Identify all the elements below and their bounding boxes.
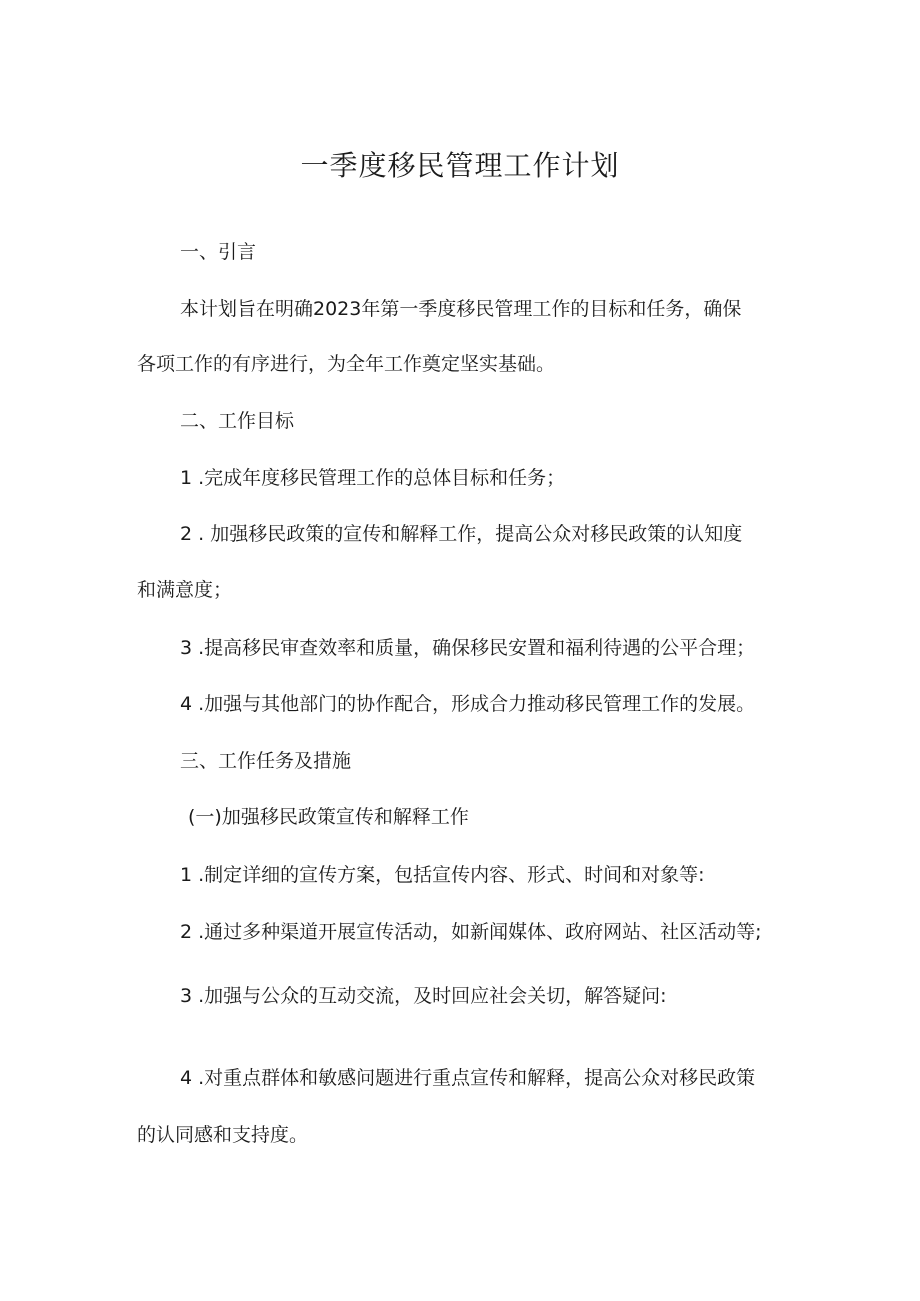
list-item: 1 .制定详细的宣传方案，包括宣传内容、形式、时间和对象等:	[180, 864, 705, 886]
list-item-continuation: 和满意度；	[137, 579, 233, 601]
document-title: 一季度移民管理工作计划	[300, 149, 620, 182]
list-item: 2 .通过多种渠道开展宣传活动，如新闻媒体、政府网站、社区活动等;	[180, 921, 762, 943]
list-item-continuation: 的认同感和支持度。	[137, 1124, 309, 1146]
section-heading-introduction: 一、引言	[180, 241, 257, 263]
section-heading-goals: 二、工作目标	[180, 410, 295, 432]
paragraph-line: 本计划旨在明确2023年第一季度移民管理工作的目标和任务，确保	[180, 298, 742, 320]
list-item: 4 .加强与其他部门的协作配合，形成合力推动移民管理工作的发展。	[180, 693, 756, 715]
paragraph-line: 各项工作的有序进行，为全年工作奠定坚实基础。	[137, 353, 556, 375]
list-item: 4 .对重点群体和敏感问题进行重点宣传和解释，提高公众对移民政策	[180, 1067, 756, 1089]
subsection-heading: (一)加强移民政策宣传和解释工作	[188, 806, 469, 828]
list-item: 3 .提高移民审查效率和质量，确保移民安置和福利待遇的公平合理；	[180, 637, 756, 659]
section-heading-tasks: 三、工作任务及措施	[180, 750, 352, 772]
list-item: 1 .完成年度移民管理工作的总体目标和任务；	[180, 467, 566, 489]
list-item: 2 . 加强移民政策的宣传和解释工作，提高公众对移民政策的认知度	[180, 523, 743, 545]
list-item: 3 .加强与公众的互动交流，及时回应社会关切，解答疑问:	[180, 985, 667, 1007]
